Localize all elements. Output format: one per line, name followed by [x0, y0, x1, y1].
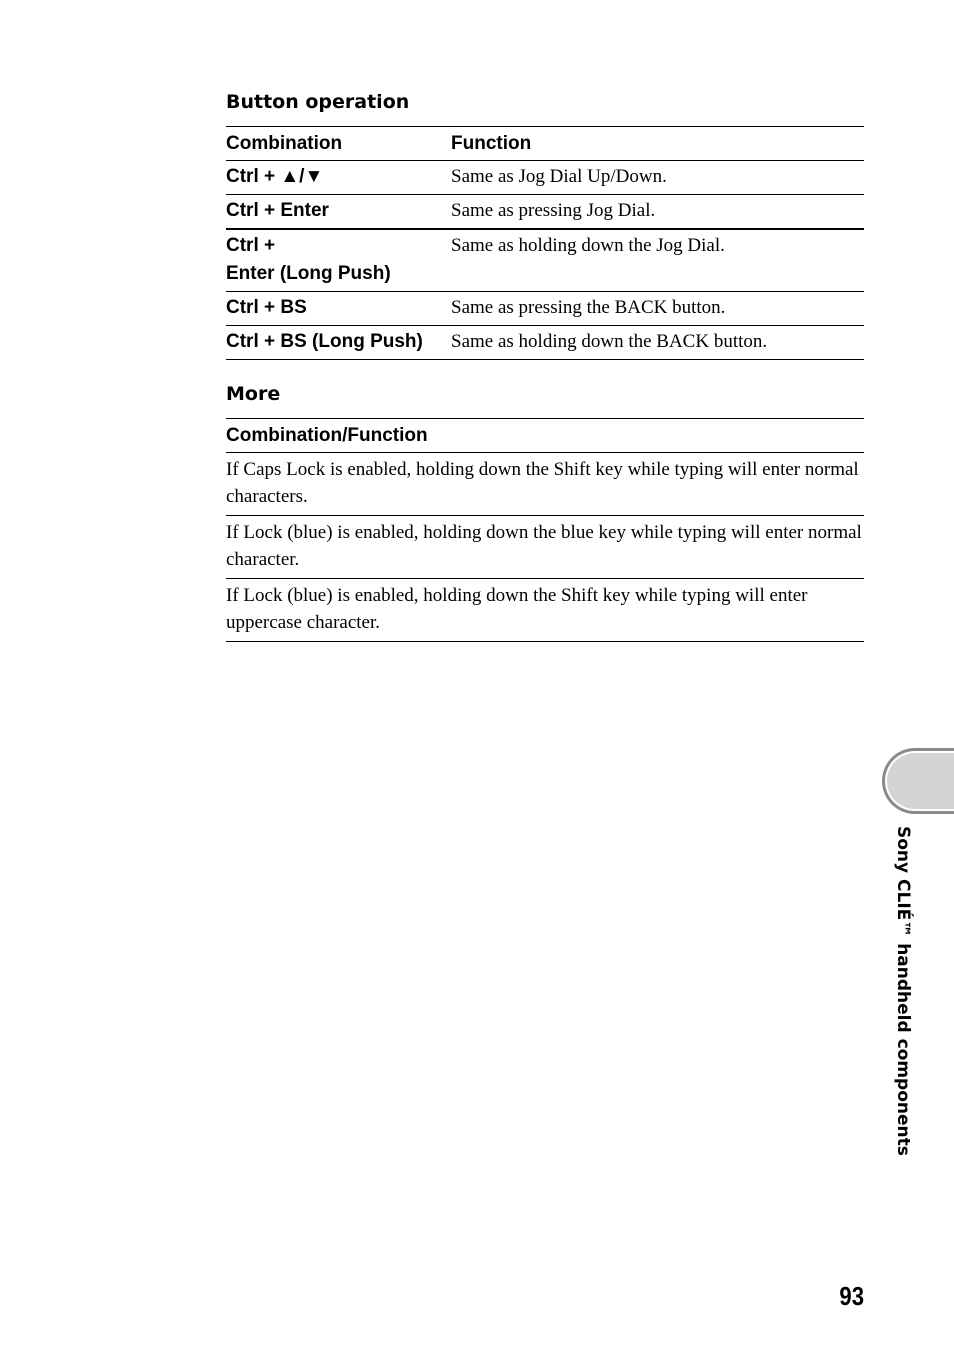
button-operation-table	[226, 126, 864, 360]
page-number: 93	[839, 1281, 864, 1311]
table-row	[226, 161, 864, 195]
table-row	[226, 453, 864, 516]
function-cell: Same as pressing the BACK button.	[451, 297, 726, 318]
combination-function-cell: If Lock (blue) is enabled, holding down the Shift key while typing will enter uppercase character.	[226, 585, 808, 633]
combination-cell: Ctrl + BS	[226, 297, 307, 318]
table-row	[226, 326, 864, 360]
function-cell: Same as Jog Dial Up/Down.	[451, 166, 667, 187]
column-header-combination-function: Combination/Function	[226, 425, 428, 446]
more-table	[226, 418, 864, 642]
function-cell: Same as holding down the BACK button.	[451, 331, 768, 352]
chapter-tab	[882, 748, 954, 814]
chapter-tab-label: Sony CLIÉ™ handheld components	[893, 826, 913, 1156]
combination-cell: Ctrl + Enter	[226, 200, 329, 221]
combination-cell: Ctrl + BS (Long Push)	[226, 331, 423, 352]
combination-cell	[226, 229, 451, 292]
table-row	[226, 195, 864, 230]
combination-line: Ctrl +	[226, 235, 276, 256]
column-header-function: Function	[451, 133, 532, 154]
column-header-combination: Combination	[226, 133, 343, 154]
combination-function-cell: If Caps Lock is enabled, holding down the Shift key while typing will enter normal characters.	[226, 459, 859, 507]
function-cell: Same as holding down the Jog Dial.	[451, 235, 725, 256]
table-row	[226, 292, 864, 326]
table-row	[226, 579, 864, 642]
combination-cell: Ctrl + ▲/▼	[226, 166, 324, 187]
combination-line: Enter (Long Push)	[226, 263, 391, 284]
combination-function-cell: If Lock (blue) is enabled, holding down the blue key while typing will enter normal character.	[226, 522, 862, 570]
table-row	[226, 516, 864, 579]
table-header-row	[226, 419, 864, 453]
table-row	[226, 229, 864, 292]
button-operation-title: Button operation	[226, 91, 410, 113]
function-cell: Same as pressing Jog Dial.	[451, 200, 656, 221]
more-title: More	[226, 383, 281, 405]
table-header-row	[226, 127, 864, 161]
